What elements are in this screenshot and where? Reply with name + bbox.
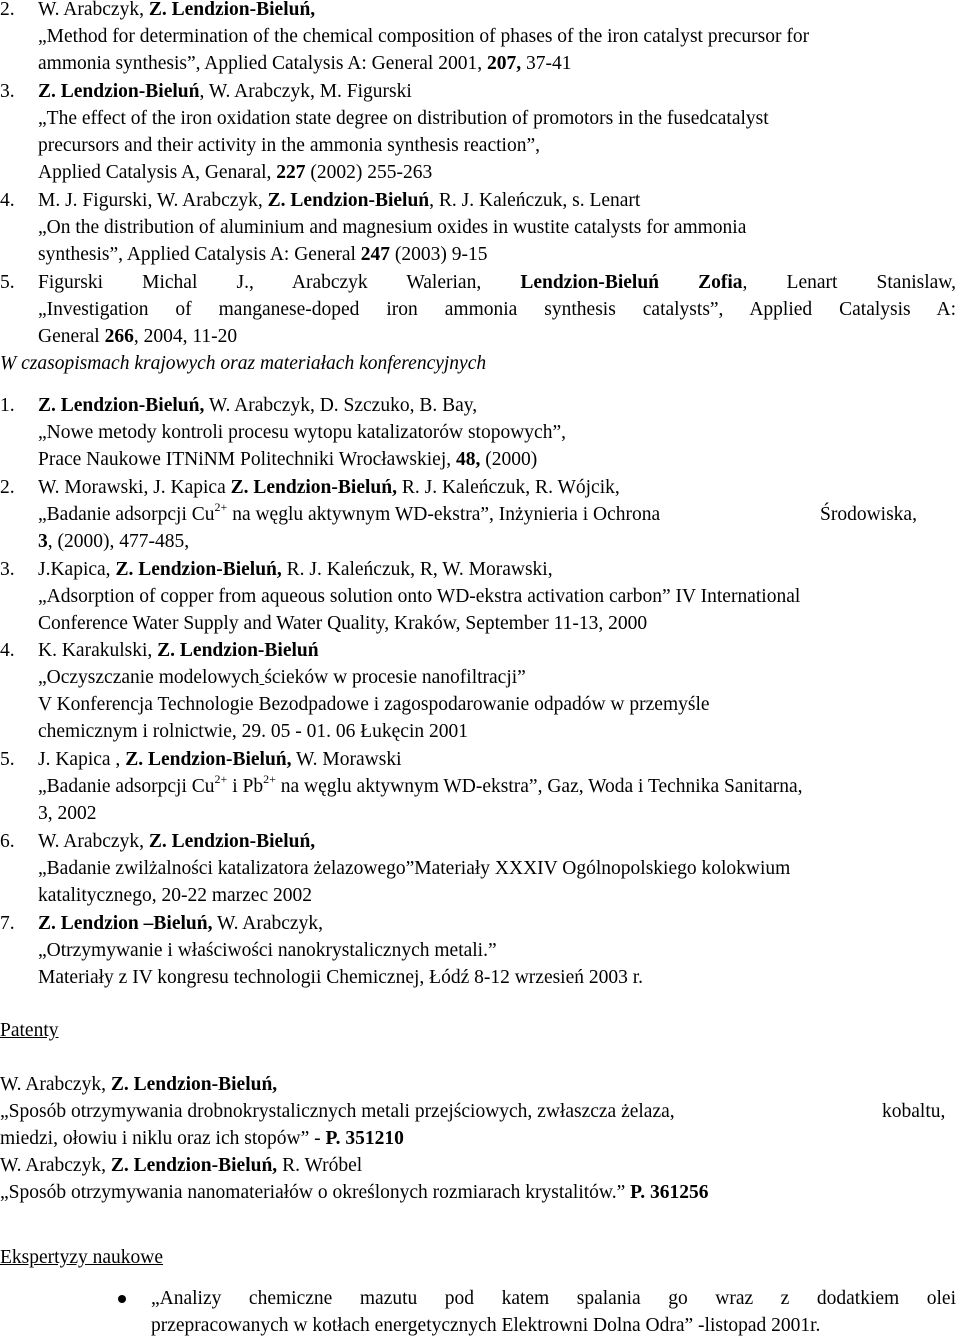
authors [38,637,319,664]
publication-source: Materiały z IV kongresu technologii Chemicznej, Łódź 8-12 wrzesień 2003 r. [38,967,644,988]
publication-source: V Konferencja Technologie Bezodpadowe i zagospodarowanie odpadów w przemyśle [38,694,710,715]
author-text-bold: Z. Lendzion-Bieluń [157,640,319,661]
author-text: , R. J. Kaleńczuk, s. Lenart [429,190,641,211]
authors [38,828,315,855]
superscript: 2+ [214,771,228,786]
item-number: 7. [0,913,15,934]
authors [38,392,477,419]
author-text: W. Arabczyk, [212,913,323,934]
item-number: 2. [0,0,15,20]
item-number: 3. [0,81,15,102]
patent-title-end: kobaltu, [882,1101,946,1122]
authors [0,1152,362,1179]
authors [38,474,620,501]
section-heading-domestic: W czasopismach krajowych oraz materiałach konferencyjnych [0,353,487,374]
patent-title-cont [0,1125,404,1152]
authors [38,187,640,214]
publication-source: katalitycznego, 20-22 marzec 2002 [38,885,312,906]
title-text: ścieków w procesie nanofiltracji” [264,667,526,688]
pages: , (2000), 477-485, [47,531,190,552]
section-heading-patents: Patenty [0,1020,59,1041]
author-text: , Lenart Stanislaw, [742,272,956,293]
authors [0,1071,277,1098]
publication-source: Conference Water Supply and Water Quality, Kraków, September 11-13, 2000 [38,613,648,634]
source-text: synthesis”, Applied Catalysis A: General [38,244,361,265]
publication-title: „The effect of the iron oxidation state degree on distribution of promotors in the fusedcatalyst [38,108,769,129]
superscript: 2+ [214,499,228,514]
volume: 227 [276,162,306,183]
publication-source [38,446,537,473]
author-text: J.Kapica, [38,559,116,580]
author-text: J. Kapica , [38,749,126,770]
authors [38,78,412,105]
author-text-bold: Z. Lendzion-Bieluń, [125,749,292,770]
item-number: 4. [0,640,15,661]
title-text: na węglu aktywnym WD-ekstra”, Inżynieria i Ochrona [227,504,661,525]
patent-title [0,1179,709,1206]
author-text: R. J. Kaleńczuk, R. Wójcik, [396,477,620,498]
authors [38,556,553,583]
publication-title: „Method for determination of the chemical composition of phases of the iron catalyst precursor for [38,26,810,47]
author-text-bold: Z. Lendzion –Bieluń, [38,913,213,934]
authors [38,746,402,773]
item-number: 1. [0,395,15,416]
publication-title-cont: precursors and their activity in the ammonia synthesis reaction”, [38,135,540,156]
item-number: 2. [0,477,15,498]
author-text: W. Arabczyk, D. Szczuko, B. Bay, [204,395,478,416]
author-text-bold: Z. Lendzion-Bieluń [38,81,200,102]
volume: 48, [456,449,481,470]
bullet-icon [118,1295,126,1303]
title-text: „Badanie adsorpcji Cu [38,776,215,797]
publication-title: „Adsorption of copper from aqueous solution onto WD-ekstra activation carbon” IV International [38,586,801,607]
pages: 37-41 [521,53,572,74]
expertise-title: „Analizy chemiczne mazutu pod katem spalania go wraz z dodatkiem olei [151,1288,956,1309]
author-text: , Arabczyk Walerian, [248,272,521,293]
expertise-title-cont: przepracowanych w kotłach energetycznych Elektrowni Dolna Odra” -listopad 2001r. [151,1315,821,1336]
publication-source-cont: chemicznym i rolnictwie, 29. 05 - 01. 06 Łukęcin 2001 [38,721,468,742]
source-text: ammonia synthesis”, Applied Catalysis A: General 2001, [38,53,487,74]
author-text: , W. Arabczyk, M. Figurski [199,81,412,102]
title-text: „Sposób otrzymywania nanomateriałów o określonych rozmiarach krystalitów.” [0,1182,631,1203]
item-number: 6. [0,831,15,852]
source-text: Applied Catalysis A, Genaral, [38,162,277,183]
publication-title: „On the distribution of aluminium and magnesium oxides in wustite catalysts for ammonia [38,217,747,238]
publication-title: „Nowe metody kontroli procesu wytopu katalizatorów stopowych”, [38,422,566,443]
author-text: W. Arabczyk, [38,0,149,20]
author-text: W. Arabczyk, [0,1155,111,1176]
patent-number: P. 361256 [630,1182,709,1203]
author-text: R. J. Kaleńczuk, R, W. Morawski, [281,559,553,580]
author-text-bold: Z. Lendzion-Bieluń, [38,395,205,416]
author-text: R. Wróbel [277,1155,363,1176]
publication-title [38,664,526,691]
item-number: 5. [0,272,15,293]
title-text: „Badanie adsorpcji Cu [38,504,215,525]
author-text: M. J. Figurski, W. Arabczyk, [38,190,268,211]
authors [38,0,315,23]
title-text: miedzi, ołowiu i niklu oraz ich stopów” - [0,1128,326,1149]
author-text: W. Morawski, J. Kapica [38,477,231,498]
publication-title [38,501,660,528]
author-text: W. Arabczyk, [38,831,149,852]
year: (2000) [480,449,538,470]
volume: 207, [486,53,522,74]
author-text-bold: Z. Lendzion-Bieluń, [148,0,316,20]
author-text-bold: Z. Lendzion-Bieluń, [110,1155,278,1176]
section-heading-expertise: Ekspertyzy naukowe [0,1247,163,1268]
pages: (2003) 9-15 [390,244,488,265]
title-text: na węglu aktywnym WD-ekstra”, Gaz, Woda i Technika Sanitarna, [275,776,803,797]
author-text-bold: Z. Lendzion-Bieluń, [148,831,316,852]
publication-source [38,528,189,555]
title-text: i Pb [227,776,264,797]
patent-number: P. 351210 [325,1128,404,1149]
publication-title [38,773,803,800]
source-text: Prace Naukowe ITNiNM Politechniki Wrocławskiej, [38,449,457,470]
author-text: K. Karakulski, [38,640,158,661]
publication-title: „Otrzymywanie i właściwości nanokrystalicznych metali.” [38,940,497,961]
authors [38,910,323,937]
superscript: 2+ [263,771,276,786]
author-text-bold: Z. Lendzion-Bieluń, [115,559,282,580]
patent-title: „Sposób otrzymywania drobnokrystalicznych metali przejściowych, zwłaszcza żelaza, [0,1101,675,1122]
publication-source [38,323,237,350]
author-text: Figurski Michal J. [38,272,249,293]
pages: (2002) 255-263 [305,162,433,183]
author-text-bold: Lendzion-Bieluń Zofia [520,272,743,293]
item-number: 3. [0,559,15,580]
volume: 3 [38,531,48,552]
publication-source [38,159,432,186]
volume: 266 [104,326,134,347]
title-text: „Oczyszczanie modelowych [38,667,260,688]
publication-source [38,241,488,268]
authors [38,269,956,296]
source-text: General [38,326,105,347]
publication-title: „Badanie zwilżalności katalizatora żelazowego”Materiały XXXIV Ogólnopolskiego kolokwium [38,858,791,879]
pages: , 2004, 11-20 [133,326,238,347]
author-text: W. Arabczyk, [0,1074,111,1095]
author-text-bold: Z. Lendzion-Bieluń [267,190,430,211]
item-number: 5. [0,749,15,770]
author-text-bold: Z. Lendzion-Bieluń, [110,1074,278,1095]
item-number: 4. [0,190,15,211]
publication-title: „Investigation of manganese-doped iron ammonia synthesis catalysts”, Applied Catalysis A: [38,299,956,320]
author-text: W. Morawski [291,749,402,770]
publication-title-end: Środowiska, [820,504,917,525]
publication-source [38,50,571,77]
volume: 247 [360,244,391,265]
author-text-bold: Z. Lendzion-Bieluń, [230,477,397,498]
publication-source: 3, 2002 [38,803,97,824]
